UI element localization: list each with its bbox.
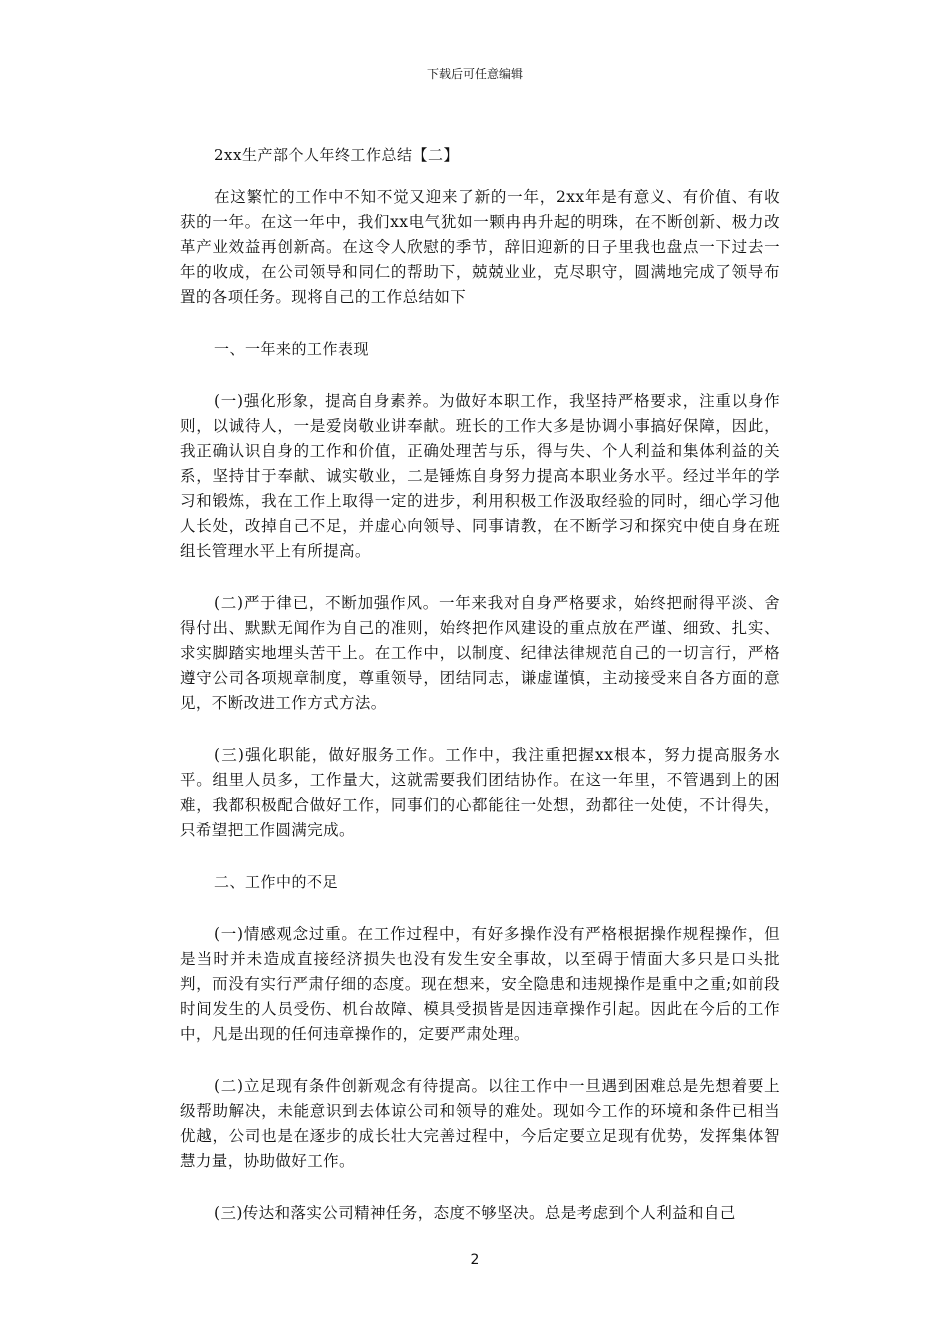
document-title: 2xx生产部个人年终工作总结【二】 — [214, 146, 459, 164]
intro-paragraph: 在这繁忙的工作中不知不觉又迎来了新的一年，2xx年是有意义、有价值、有收获的一年。在这一年中，我们xx电气犹如一颗冉冉升起的明珠，在不断创新、极力改革产业效益再创新高。在这令人欣慰的季节，辞旧迎新的日子里我也盘点一下过去一年的收成，在公司领导和同仁的帮助下，兢兢业业，克尽职守，圆满地完成了领导布置的各项任务。现将自己的工作总结如下 — [180, 188, 780, 306]
page-header-note: 下载后可任意编辑 — [426, 67, 523, 81]
performance-item-3: (三)强化职能，做好服务工作。工作中，我注重把握xx根本，努力提高服务水平。组里人员多，工作量大，这就需要我们团结协作。在这一年里，不管遇到上的困难，我都积极配合做好工作，同事们的心都能往一处想，劲都往一处使，不计得失，只希望把工作圆满完成。 — [180, 746, 780, 839]
document-body — [180, 143, 780, 1253]
performance-item-1: (一)强化形象，提高自身素养。为做好本职工作，我坚持严格要求，注重以身作则，以诚待人，一是爱岗敬业讲奉献。班长的工作大多是协调小事搞好保障，因此，我正确认识自身的工作和价值，正确处理苦与乐，得与失、个人利益和集体利益的关系，坚持甘于奉献、诚实敬业，二是锤炼自身努力提高本职业务水平。经过半年的学习和锻炼，我在工作上取得一定的进步，利用积极工作汲取经验的同时，细心学习他人长处，改掉自己不足，并虚心向领导、同事请教，在不断学习和探究中使自身在班组长管理水平上有所提高。 — [180, 392, 780, 560]
section-heading-shortcomings: 二、工作中的不足 — [214, 873, 339, 891]
shortcoming-item-3: (三)传达和落实公司精神任务，态度不够坚决。总是考虑到个人利益和自己 — [214, 1204, 736, 1222]
section-heading-performance: 一、一年来的工作表现 — [214, 340, 370, 358]
performance-item-2: (二)严于律已，不断加强作风。一年来我对自身严格要求，始终把耐得平淡、舍得付出、默默无闻作为自己的准则，始终把作风建设的重点放在严谨、细致、扎实、求实脚踏实地埋头苦干上。在工作中，以制度、纪律法律规范自己的一切言行，严格遵守公司各项规章制度，尊重领导，团结同志，谦虚谨慎，主动接受来自各方面的意见，不断改进工作方式方法。 — [180, 594, 780, 712]
shortcoming-item-2: (二)立足现有条件创新观念有待提高。以往工作中一旦遇到困难总是先想着要上级帮助解决，未能意识到去体谅公司和领导的难处。现如今工作的环境和条件已相当优越，公司也是在逐步的成长壮大完善过程中，今后定要立足现有优势，发挥集体智慧力量，协助做好工作。 — [180, 1077, 780, 1170]
page-number: 2 — [470, 1252, 480, 1268]
shortcoming-item-1: (一)情感观念过重。在工作过程中，有好多操作没有严格根据操作规程操作，但是当时并未造成直接经济损失也没有发生安全事故，以至碍于情面大多只是口头批判，而没有实行严肃仔细的态度。现在想来，安全隐患和违规操作是重中之重;如前段时间发生的人员受伤、机台故障、模具受损皆是因违章操作引起。因此在今后的工作中，凡是出现的任何违章操作的，定要严肃处理。 — [180, 925, 780, 1043]
